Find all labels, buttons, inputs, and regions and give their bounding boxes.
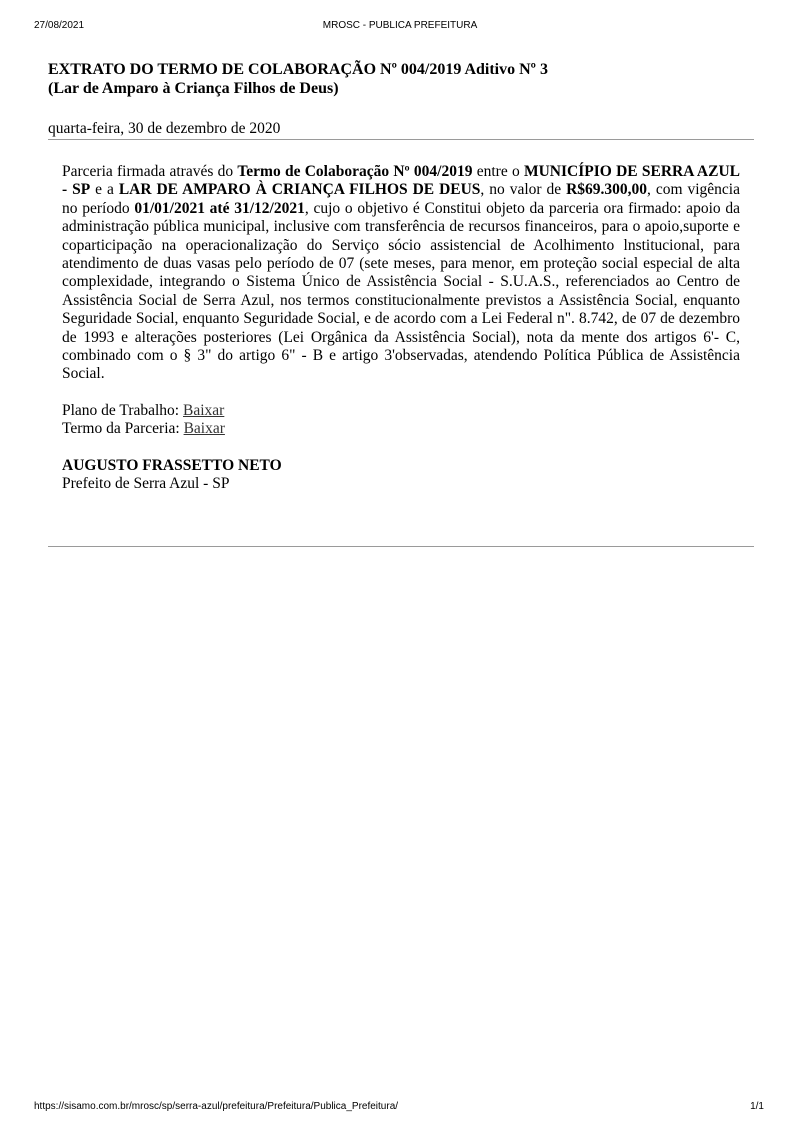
- paragraph-text-1: Parceria firmada através do: [62, 163, 238, 180]
- print-header-date: 27/08/2021: [34, 20, 85, 31]
- signatory-name: AUGUSTO FRASSETTO NETO: [62, 456, 282, 474]
- validity-period: 01/01/2021 até 31/12/2021: [134, 199, 305, 217]
- paragraph-text-6: , cujo o objetivo é Constitui objeto da parceria ora firmado: apoio da administração pública municipal, inclusive com transferência de recursos financeiros, para o apoio,suporte e coparticipação na operacionalização do Serviço sócio assistencial de Acolhimento lnstitucional, para atendimento de duas vasas pelo período de 07 (sete meses, para menor, em proteção social especial de alta complexidade, integrando o Sistema Único de Assistência Social - S.U.A.S., referenciados ao Centro de Assistência Social de Serra Azul, nos termos constitucionalmente previstos a Assistência Social, enquanto Seguridade Social, enquanto Seguridade Social, e de acordo com a Lei Federal n". 8.742, de 07 de dezembro de 1993 e alterações posteriores (Lei Orgânica da Assistência Social), nota da mente dos artigos 6'- C, combinado com o § 3" do artigo 6" - B e artigo 3'observadas, atendendo Política Pública de Assistência Social.: [62, 199, 740, 383]
- extract-paragraph: [62, 163, 740, 384]
- divider: [48, 139, 754, 140]
- signature-block: [62, 457, 740, 494]
- signatory-role: Prefeito de Serra Azul - SP: [62, 475, 230, 493]
- term-number: Termo de Colaboração Nº 004/2019: [237, 163, 473, 180]
- title-line-2: (Lar de Amparo à Criança Filhos de Deus): [48, 80, 339, 97]
- paragraph-text-5: , com vigência no período: [62, 181, 740, 217]
- print-header-title: MROSC - PUBLICA PREFEITURA: [322, 20, 478, 31]
- partnership-term-label: Termo da Parceria:: [62, 420, 184, 438]
- document-title: [48, 60, 754, 98]
- print-footer-page-number: 1/1: [750, 1101, 764, 1112]
- work-plan-download-link[interactable]: Baixar: [183, 401, 225, 419]
- title-line-1: EXTRATO DO TERMO DE COLABORAÇÃO Nº 004/2019 Aditivo Nº 3: [48, 61, 548, 78]
- municipality: MUNICÍPIO DE SERRA AZUL - SP: [62, 163, 741, 199]
- work-plan-label: Plano de Trabalho:: [62, 401, 183, 419]
- document-body: [62, 163, 740, 494]
- download-links: [62, 402, 740, 439]
- partnership-term-download-link[interactable]: Baixar: [183, 420, 225, 438]
- print-footer-url: https://sisamo.com.br/mrosc/sp/serra-azul/prefeitura/Prefeitura/Publica_Prefeitura/: [34, 1101, 399, 1112]
- bottom-divider: [48, 546, 754, 547]
- document: [48, 60, 754, 494]
- paragraph-text-3: e a: [90, 181, 119, 199]
- amount: R$69.300,00: [566, 181, 648, 199]
- partnership-term-row: [62, 420, 740, 438]
- paragraph-text-2: entre o: [472, 163, 524, 180]
- partner-organization: LAR DE AMPARO À CRIANÇA FILHOS DE DEUS: [118, 181, 481, 199]
- publication-date: quarta-feira, 30 de dezembro de 2020: [48, 120, 281, 137]
- paragraph-text-4: , no valor de: [480, 181, 567, 199]
- work-plan-row: [62, 402, 740, 420]
